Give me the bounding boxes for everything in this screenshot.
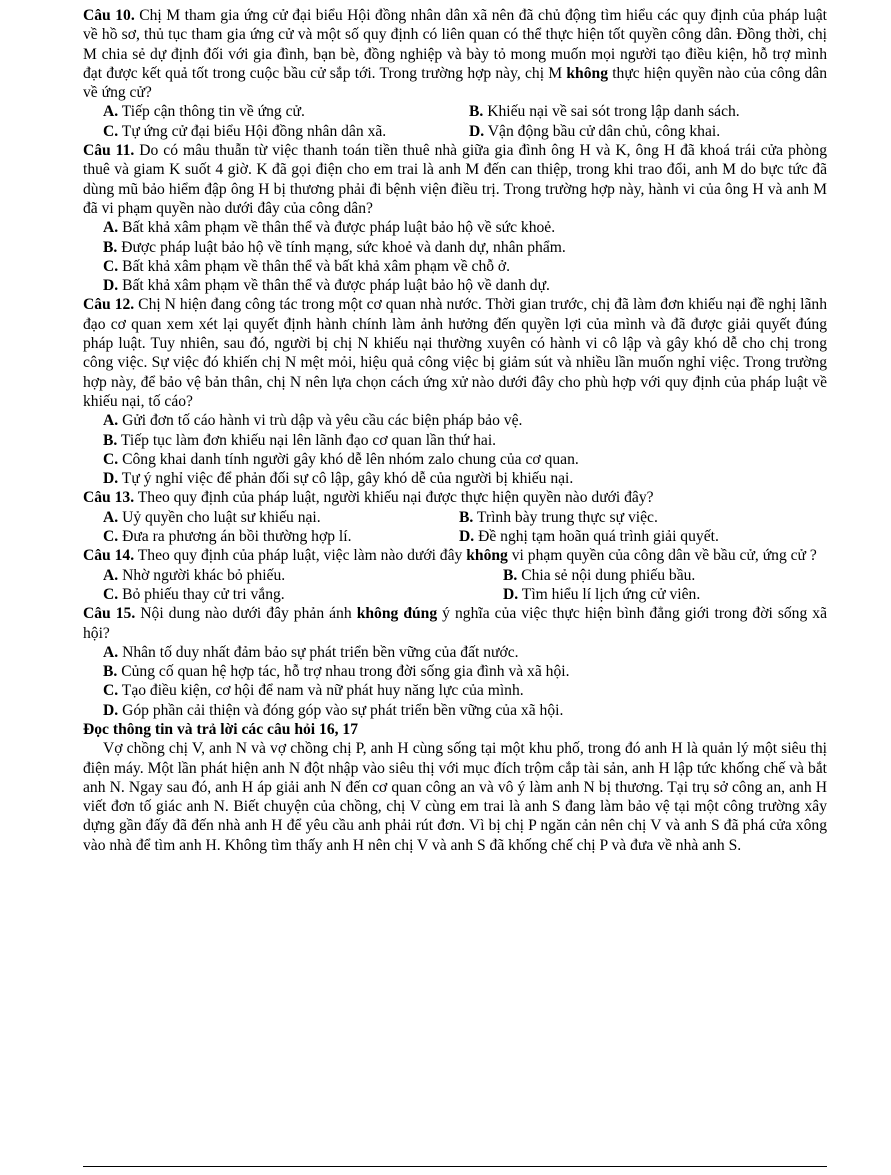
emphasis: không — [466, 547, 508, 565]
reading-heading: Đọc thông tin và trả lời các câu hỏi 16, 17 — [83, 720, 359, 738]
option-d[interactable]: D. Tìm hiểu lí lịch ứng cử viên. — [503, 585, 701, 603]
question-13 — [83, 488, 827, 546]
option-a[interactable]: A. Tiếp cận thông tin về ứng cử. — [103, 103, 305, 121]
options-row — [83, 527, 827, 546]
question-11 — [83, 141, 827, 295]
emphasis: không đúng — [356, 605, 438, 623]
question-15-label: Câu 15. — [83, 605, 136, 623]
option-d[interactable]: D. Vận động bầu cử dân chủ, công khai. — [469, 122, 721, 140]
question-10 — [83, 6, 827, 141]
question-11-label: Câu 11. — [83, 142, 135, 160]
question-15 — [83, 604, 827, 720]
option-b[interactable]: B. Trình bày trung thực sự việc. — [459, 508, 658, 526]
option-b[interactable]: B. Củng cố quan hệ hợp tác, hỗ trợ nhau trong đời sống gia đình và xã hội. — [103, 663, 570, 681]
option-d[interactable]: D. Đề nghị tạm hoãn quá trình giải quyết. — [459, 528, 719, 546]
question-12 — [83, 295, 827, 488]
question-13-label: Câu 13. — [83, 489, 135, 507]
question-14-label: Câu 14. — [83, 547, 135, 565]
question-11-stem: Câu 11. Do có mâu thuẫn từ việc thanh toán tiền thuê nhà giữa gia đình ông H và K, ông H đã khoá trái cửa phòng thuê và giam K suốt 4 giờ. K đã gọi điện cho em trai là anh M đến can thiệp, trong khi trao đổi, anh M do bực tức đã dùng mũ bảo hiểm đập ông H bị thương phải đi bệnh viện điều trị. Trong trường hợp này, hành vi của ông H và anh M đã vi phạm quyền nào dưới đây của công dân? — [83, 142, 827, 217]
option-a[interactable]: A. Uỷ quyền cho luật sư khiếu nại. — [103, 508, 321, 526]
options-row — [83, 508, 827, 527]
option-c[interactable]: C. Tự ứng cử đại biểu Hội đồng nhân dân xã. — [103, 122, 387, 140]
option-c[interactable]: C. Công khai danh tính người gây khó dễ lên nhóm zalo chung của cơ quan. — [103, 450, 579, 468]
question-12-label: Câu 12. — [83, 296, 135, 314]
option-a[interactable]: A. Gửi đơn tố cáo hành vi trù dập và yêu cầu các biện pháp bảo vệ. — [103, 412, 523, 430]
exam-page — [83, 6, 827, 855]
options-row — [83, 122, 827, 141]
option-c[interactable]: C. Bỏ phiếu thay cử tri vắng. — [103, 585, 285, 603]
option-d[interactable]: D. Góp phần cải thiện và đóng góp vào sự phát triển bền vững của xã hội. — [103, 701, 564, 719]
option-a[interactable]: A. Nhờ người khác bỏ phiếu. — [103, 566, 286, 584]
option-c[interactable]: C. Đưa ra phương án bồi thường hợp lí. — [103, 528, 352, 546]
question-14 — [83, 546, 827, 604]
option-a[interactable]: A. Bất khả xâm phạm về thân thể và được pháp luật bảo hộ về sức khoẻ. — [103, 219, 556, 237]
option-d[interactable]: D. Bất khả xâm phạm về thân thể và được pháp luật bảo hộ về danh dự. — [103, 277, 550, 295]
options-row — [83, 566, 827, 585]
question-13-stem: Câu 13. Theo quy định của pháp luật, người khiếu nại được thực hiện quyền nào dưới đây? — [83, 489, 654, 507]
option-b[interactable]: B. Được pháp luật bảo hộ về tính mạng, sức khoẻ và danh dự, nhân phẩm. — [103, 238, 566, 256]
options-row — [83, 102, 827, 121]
option-c[interactable]: C. Tạo điều kiện, cơ hội để nam và nữ phát huy năng lực của mình. — [103, 682, 524, 700]
emphasis: không — [566, 64, 608, 82]
option-a[interactable]: A. Nhân tố duy nhất đảm bảo sự phát triển bền vững của đất nước. — [103, 643, 519, 661]
question-10-stem: Câu 10. Chị M tham gia ứng cử đại biểu Hội đồng nhân dân xã nên đã chủ động tìm hiểu các quy định của pháp luật về hồ sơ, thủ tục tham gia ứng cử và một số quy định có liên quan có thể thực hiện tốt quyền công dân. Đồng thời, chị M chia sẻ dự định đối với gia đình, bạn bè, đồng nghiệp và bày tỏ mong muốn mọi người tạo điều kiện, hỗ trợ mình đạt được kết quả tốt trong cuộc bầu cử sắp tới. Trong trường hợp này, chị M không thực hiện quyền nào của công dân về ứng cử? — [83, 7, 827, 102]
question-10-label: Câu 10. — [83, 7, 135, 24]
option-d[interactable]: D. Tự ý nghỉ việc để phản đối sự cô lập, gây khó dễ của người bị khiếu nại. — [103, 470, 574, 488]
reading-passage: Vợ chồng chị V, anh N và vợ chồng chị P, anh H cùng sống tại một khu phố, trong đó anh H là quản lý một siêu thị điện máy. Một lần phát hiện anh N đột nhập vào siêu thị với mục đích trộm cắp tài sản, anh H lập tức khống chế và bắt anh N. Ngay sau đó, anh H áp giải anh N đến cơ quan công an và vô ý làm anh N bị thương. Tại trụ sở công an, anh H viết đơn tố giác anh N. Biết chuyện của chồng, chị V cùng em trai là anh S đang làm bảo vệ tại một công trường xây dựng gần đấy đã đến nhà anh H để yêu cầu anh phải rút đơn. Vì bị chị P ngăn cản nên chị V và anh S đã phá cửa xông vào nhà để tìm anh H. Không tìm thấy anh H nên chị V và anh S đã khống chế chị P và đưa về nhà anh S. — [83, 740, 827, 854]
option-c[interactable]: C. Bất khả xâm phạm về thân thể và bất khả xâm phạm về chỗ ở. — [103, 257, 511, 275]
bottom-divider — [83, 1166, 827, 1167]
option-b[interactable]: B. Khiếu nại về sai sót trong lập danh sách. — [469, 103, 740, 121]
question-12-stem: Câu 12. Chị N hiện đang công tác trong một cơ quan nhà nước. Thời gian trước, chị đã làm đơn khiếu nại đề nghị lãnh đạo cơ quan xem xét lại quyết định hành chính làm ảnh hưởng đến quyền lợi của mình và đã được giải quyết đúng pháp luật. Tuy nhiên, sau đó, người bị chị N khiếu nại thường xuyên có hành vi cô lập và gây khó dễ cho chị trong công việc. Sự việc đó khiến chị N mệt mỏi, hiệu quả công việc bị giảm sút và nhiều lần muốn nghỉ việc. Trong trường hợp này, để bảo vệ bản thân, chị N nên lựa chọn cách ứng xử nào dưới đây cho phù hợp với quy định của pháp luật về khiếu nại, tố cáo? — [83, 296, 828, 410]
option-b[interactable]: B. Tiếp tục làm đơn khiếu nại lên lãnh đạo cơ quan lần thứ hai. — [103, 431, 497, 449]
option-b[interactable]: B. Chia sẻ nội dung phiếu bầu. — [503, 566, 696, 584]
question-15-stem: Câu 15. Nội dung nào dưới đây phản ánh không đúng ý nghĩa của việc thực hiện bình đẳng giới trong đời sống xã hội? — [83, 605, 828, 642]
question-14-stem: Câu 14. Theo quy định của pháp luật, việc làm nào dưới đây không vi phạm quyền của công dân về bầu cử, ứng cử ? — [83, 547, 817, 565]
options-row — [83, 585, 827, 604]
